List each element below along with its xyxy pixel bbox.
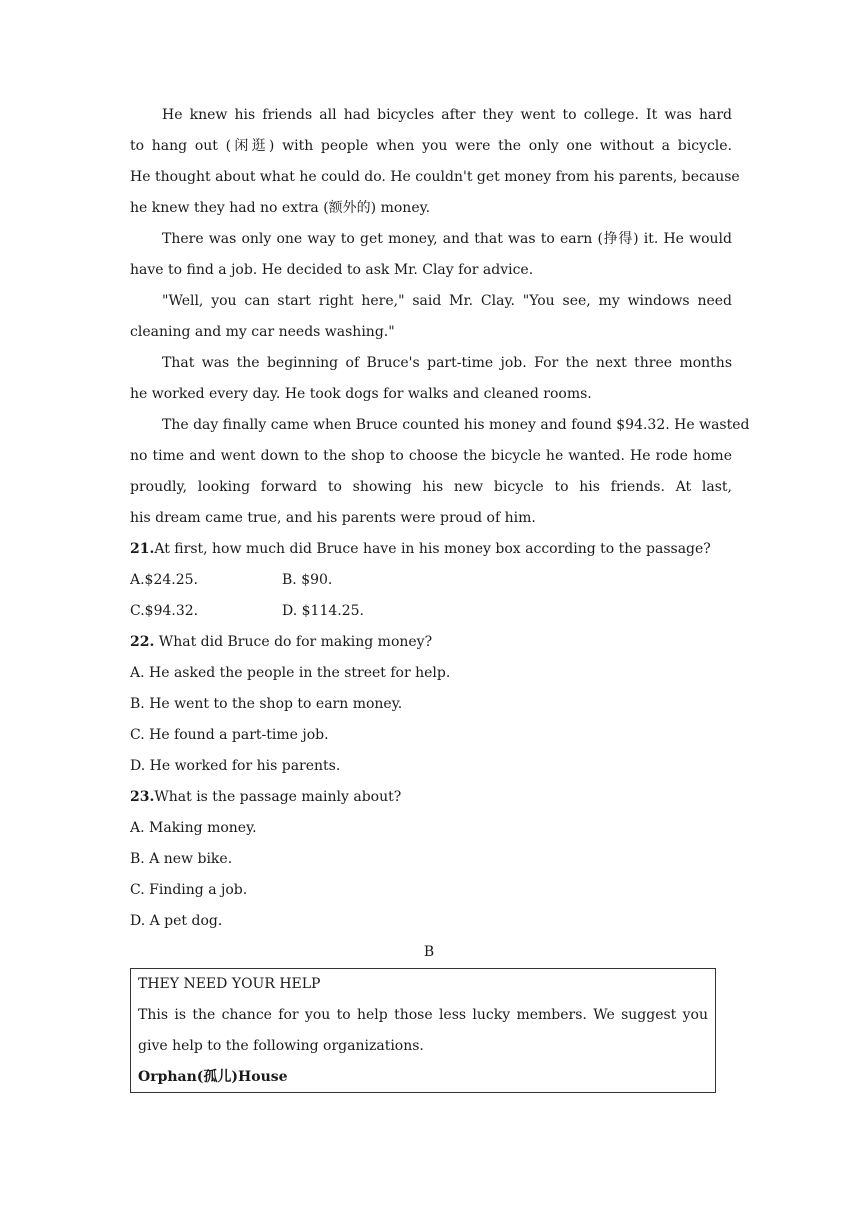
paragraph-line: proudly, looking forward to showing his new bicycle to his friends. At last, <box>130 479 732 495</box>
option-d: D. $114.25. <box>282 603 364 619</box>
question-text: At first, how much did Bruce have in his money box according to the passage? <box>154 541 711 557</box>
option-row <box>130 565 732 596</box>
question-stem <box>130 782 732 813</box>
document-content <box>130 100 750 1093</box>
option-c: C.$94.32. <box>130 603 199 619</box>
paragraph-line: his dream came true, and his parents were proud of him. <box>130 510 536 526</box>
notice-box <box>130 968 716 1093</box>
option-b: B. He went to the shop to earn money. <box>130 696 403 712</box>
section-heading: B <box>423 944 435 960</box>
question-21 <box>130 534 732 627</box>
question-number: 21. <box>130 541 155 557</box>
option-a: A. Making money. <box>130 820 257 836</box>
question-text: What is the passage mainly about? <box>154 789 402 805</box>
paragraph-line: He knew his friends all had bicycles after they went to college. It was hard <box>162 107 732 123</box>
paragraph-line: have to find a job. He decided to ask Mr. Clay for advice. <box>130 262 534 278</box>
paragraph-line: he knew they had no extra (额外的) money. <box>130 200 431 216</box>
notice-text-line: give help to the following organizations. <box>138 1038 424 1054</box>
organization-heading: Orphan(孤儿)House <box>138 1069 288 1085</box>
paragraph-4 <box>130 348 732 410</box>
question-22 <box>130 627 732 782</box>
option-d: D. He worked for his parents. <box>130 758 341 774</box>
option-c: C. He found a part-time job. <box>130 727 329 743</box>
paragraph-line: no time and went down to the shop to choose the bicycle he wanted. He rode home <box>130 448 732 464</box>
question-stem <box>130 627 732 658</box>
paragraph-line: The day finally came when Bruce counted his money and found $94.32. He wasted <box>162 417 750 433</box>
paragraph-2 <box>130 224 732 286</box>
notice-text-line: This is the chance for you to help those less lucky members. We suggest you <box>138 1007 708 1023</box>
option-a: A.$24.25. <box>130 572 198 588</box>
option-b: B. A new bike. <box>130 851 233 867</box>
option-row <box>130 596 732 627</box>
option-b: B. $90. <box>282 572 333 588</box>
question-number: 23. <box>130 789 155 805</box>
option-c: C. Finding a job. <box>130 882 248 898</box>
question-text: What did Bruce do for making money? <box>154 634 433 650</box>
paragraph-3 <box>130 286 732 348</box>
question-23 <box>130 782 732 937</box>
paragraph-line: He thought about what he could do. He couldn't get money from his parents, because <box>130 169 740 185</box>
paragraph-1 <box>130 100 740 224</box>
paragraph-line: cleaning and my car needs washing." <box>130 324 395 340</box>
paragraph-5 <box>130 410 750 534</box>
question-number: 22. <box>130 634 155 650</box>
option-d: D. A pet dog. <box>130 913 223 929</box>
option-a: A. He asked the people in the street for help. <box>130 665 451 681</box>
paragraph-line: to hang out (闲逛) with people when you were the only one without a bicycle. <box>130 138 732 154</box>
question-stem <box>130 534 732 565</box>
notice-title: THEY NEED YOUR HELP <box>138 976 321 992</box>
paragraph-line: That was the beginning of Bruce's part-time job. For the next three months <box>162 355 732 371</box>
paragraph-line: he worked every day. He took dogs for walks and cleaned rooms. <box>130 386 592 402</box>
paragraph-line: "Well, you can start right here," said Mr. Clay. "You see, my windows need <box>162 293 732 309</box>
paragraph-line: There was only one way to get money, and that was to earn (挣得) it. He would <box>162 231 732 247</box>
